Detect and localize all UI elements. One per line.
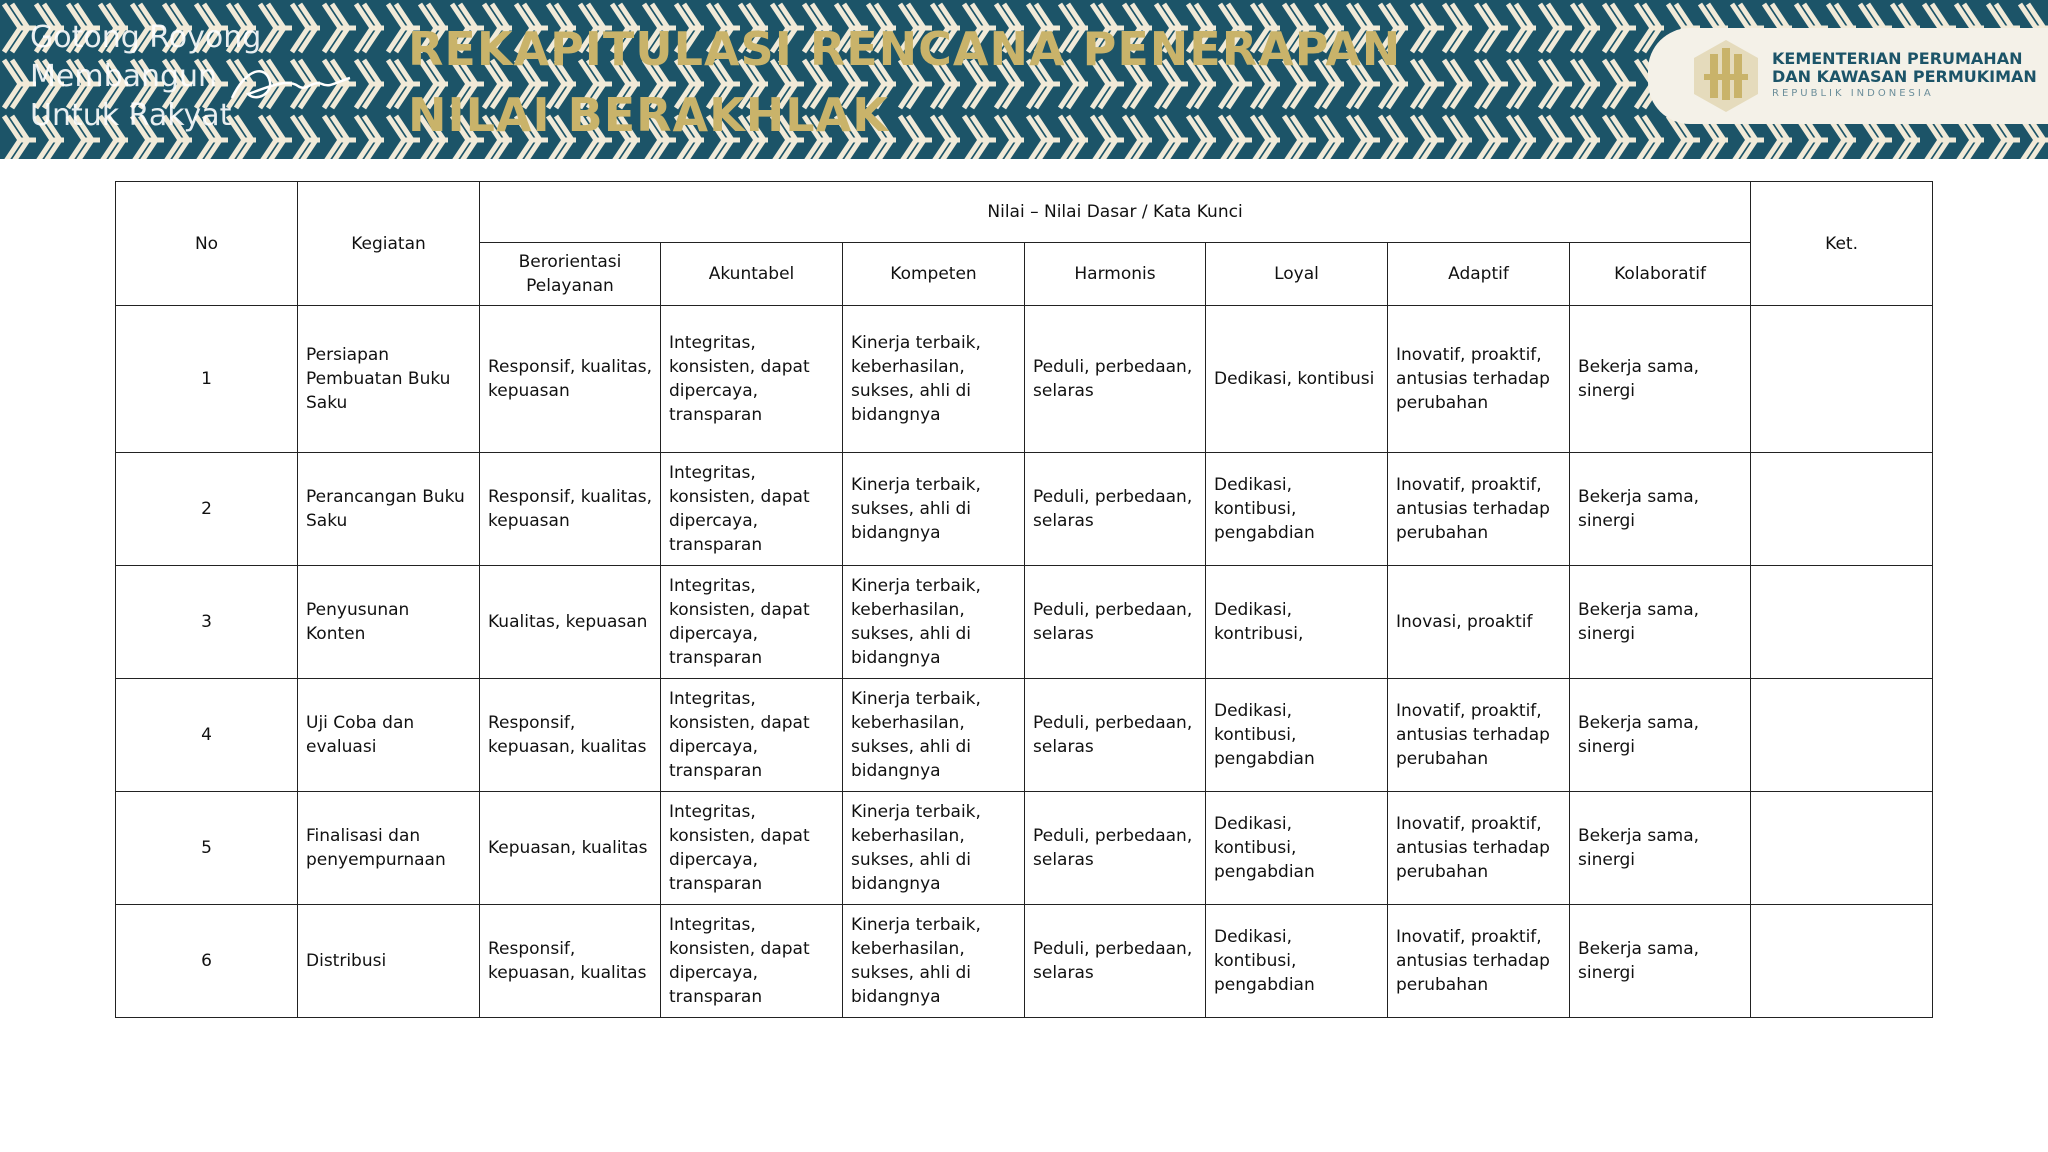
cell-berorientasi: Responsif, kepuasan, kualitas [480, 905, 661, 1018]
cell-akuntabel: Integritas, konsisten, dapat dipercaya, transparan [661, 792, 843, 905]
cell-berorientasi: Responsif, kepuasan, kualitas [480, 679, 661, 792]
cell-ket [1751, 905, 1933, 1018]
cell-kolaboratif: Bekerja sama, sinergi [1570, 306, 1751, 453]
cell-harmonis: Peduli, perbedaan, selaras [1025, 792, 1206, 905]
cell-no: 1 [116, 306, 298, 453]
cell-akuntabel: Integritas, konsisten, dapat dipercaya, transparan [661, 453, 843, 566]
cell-no: 4 [116, 679, 298, 792]
cell-ket [1751, 453, 1933, 566]
cell-adaptif: Inovatif, proaktif, antusias terhadap perubahan [1388, 792, 1570, 905]
cell-no: 6 [116, 905, 298, 1018]
cell-loyal: Dedikasi, kontibusi [1206, 306, 1388, 453]
cell-akuntabel: Integritas, konsisten, dapat dipercaya, transparan [661, 679, 843, 792]
slide-title: REKAPITULASI RENCANA PENERAPAN NILAI BERAKHLAK [408, 22, 1402, 142]
cell-harmonis: Peduli, perbedaan, selaras [1025, 566, 1206, 679]
cell-akuntabel: Integritas, konsisten, dapat dipercaya, transparan [661, 905, 843, 1018]
header-berorientasi: Berorientasi Pelayanan [480, 243, 661, 306]
cell-adaptif: Inovatif, proaktif, antusias terhadap perubahan [1388, 905, 1570, 1018]
cell-loyal: Dedikasi, kontibusi, pengabdian [1206, 679, 1388, 792]
header-ket: Ket. [1751, 182, 1933, 306]
cell-berorientasi: Responsif, kualitas, kepuasan [480, 306, 661, 453]
header-akuntabel: Akuntabel [661, 243, 843, 306]
cell-adaptif: Inovatif, proaktif, antusias terhadap perubahan [1388, 306, 1570, 453]
cell-no: 2 [116, 453, 298, 566]
cell-kegiatan: Distribusi [298, 905, 480, 1018]
cell-kegiatan: Penyusunan Konten [298, 566, 480, 679]
cell-kolaboratif: Bekerja sama, sinergi [1570, 792, 1751, 905]
cell-ket [1751, 792, 1933, 905]
cell-akuntabel: Integritas, konsisten, dapat dipercaya, transparan [661, 566, 843, 679]
cell-kegiatan: Uji Coba dan evaluasi [298, 679, 480, 792]
cell-harmonis: Peduli, perbedaan, selaras [1025, 306, 1206, 453]
cell-no: 3 [116, 566, 298, 679]
cell-akuntabel: Integritas, konsisten, dapat dipercaya, transparan [661, 306, 843, 453]
table-row [116, 306, 1933, 453]
header-banner [0, 0, 2048, 159]
cell-kompeten: Kinerja terbaik, keberhasilan, sukses, ahli di bidangnya [843, 792, 1025, 905]
cell-ket [1751, 679, 1933, 792]
table-row [116, 453, 1933, 566]
header-kompeten: Kompeten [843, 243, 1025, 306]
table-row [116, 905, 1933, 1018]
cell-kolaboratif: Bekerja sama, sinergi [1570, 453, 1751, 566]
header-loyal: Loyal [1206, 243, 1388, 306]
cell-harmonis: Peduli, perbedaan, selaras [1025, 453, 1206, 566]
header-harmonis: Harmonis [1025, 243, 1206, 306]
cell-kolaboratif: Bekerja sama, sinergi [1570, 679, 1751, 792]
cell-kompeten: Kinerja terbaik, keberhasilan, sukses, ahli di bidangnya [843, 306, 1025, 453]
cell-kolaboratif: Bekerja sama, sinergi [1570, 566, 1751, 679]
cell-kompeten: Kinerja terbaik, keberhasilan, sukses, ahli di bidangnya [843, 679, 1025, 792]
cell-kolaboratif: Bekerja sama, sinergi [1570, 905, 1751, 1018]
cell-no: 5 [116, 792, 298, 905]
cell-kompeten: Kinerja terbaik, keberhasilan, sukses, ahli di bidangnya [843, 566, 1025, 679]
cell-adaptif: Inovatif, proaktif, antusias terhadap perubahan [1388, 679, 1570, 792]
cell-berorientasi: Kualitas, kepuasan [480, 566, 661, 679]
cell-harmonis: Peduli, perbedaan, selaras [1025, 679, 1206, 792]
cell-ket [1751, 306, 1933, 453]
ministry-name [1772, 50, 2037, 86]
cell-kegiatan: Persiapan Pembuatan Buku Saku [298, 306, 480, 453]
cell-loyal: Dedikasi, kontibusi, pengabdian [1206, 792, 1388, 905]
header-nilai-group: Nilai – Nilai Dasar / Kata Kunci [480, 182, 1751, 243]
table-row [116, 566, 1933, 679]
cell-adaptif: Inovatif, proaktif, antusias terhadap perubahan [1388, 453, 1570, 566]
cell-loyal: Dedikasi, kontibusi, pengabdian [1206, 453, 1388, 566]
tagline-line-3: Untuk Rakyat [30, 98, 232, 133]
cell-berorientasi: Kepuasan, kualitas [480, 792, 661, 905]
recap-table [115, 181, 1933, 1018]
header-no: No [116, 182, 298, 306]
ministry-logo [1648, 28, 2048, 124]
cell-harmonis: Peduli, perbedaan, selaras [1025, 905, 1206, 1018]
ministry-emblem-icon [1688, 36, 1764, 116]
signature-mark [226, 58, 356, 118]
ministry-name-line-1: KEMENTERIAN PERUMAHAN [1772, 49, 2023, 68]
header-kolaboratif: Kolaboratif [1570, 243, 1751, 306]
cell-adaptif: Inovasi, proaktif [1388, 566, 1570, 679]
table-row [116, 792, 1933, 905]
table-row [116, 679, 1933, 792]
cell-loyal: Dedikasi, kontribusi, [1206, 566, 1388, 679]
ministry-name-line-2: DAN KAWASAN PERMUKIMAN [1772, 67, 2037, 86]
ministry-country: REPUBLIK INDONESIA [1772, 88, 1934, 99]
tagline-line-1: Gotong Royong [30, 20, 262, 55]
cell-loyal: Dedikasi, kontibusi, pengabdian [1206, 905, 1388, 1018]
cell-kompeten: Kinerja terbaik, keberhasilan, sukses, ahli di bidangnya [843, 905, 1025, 1018]
header-adaptif: Adaptif [1388, 243, 1570, 306]
cell-kompeten: Kinerja terbaik, sukses, ahli di bidangnya [843, 453, 1025, 566]
cell-ket [1751, 566, 1933, 679]
cell-berorientasi: Responsif, kualitas, kepuasan [480, 453, 661, 566]
tagline-line-2: Membangun [30, 59, 218, 94]
cell-kegiatan: Finalisasi dan penyempurnaan [298, 792, 480, 905]
header-kegiatan: Kegiatan [298, 182, 480, 306]
cell-kegiatan: Perancangan Buku Saku [298, 453, 480, 566]
